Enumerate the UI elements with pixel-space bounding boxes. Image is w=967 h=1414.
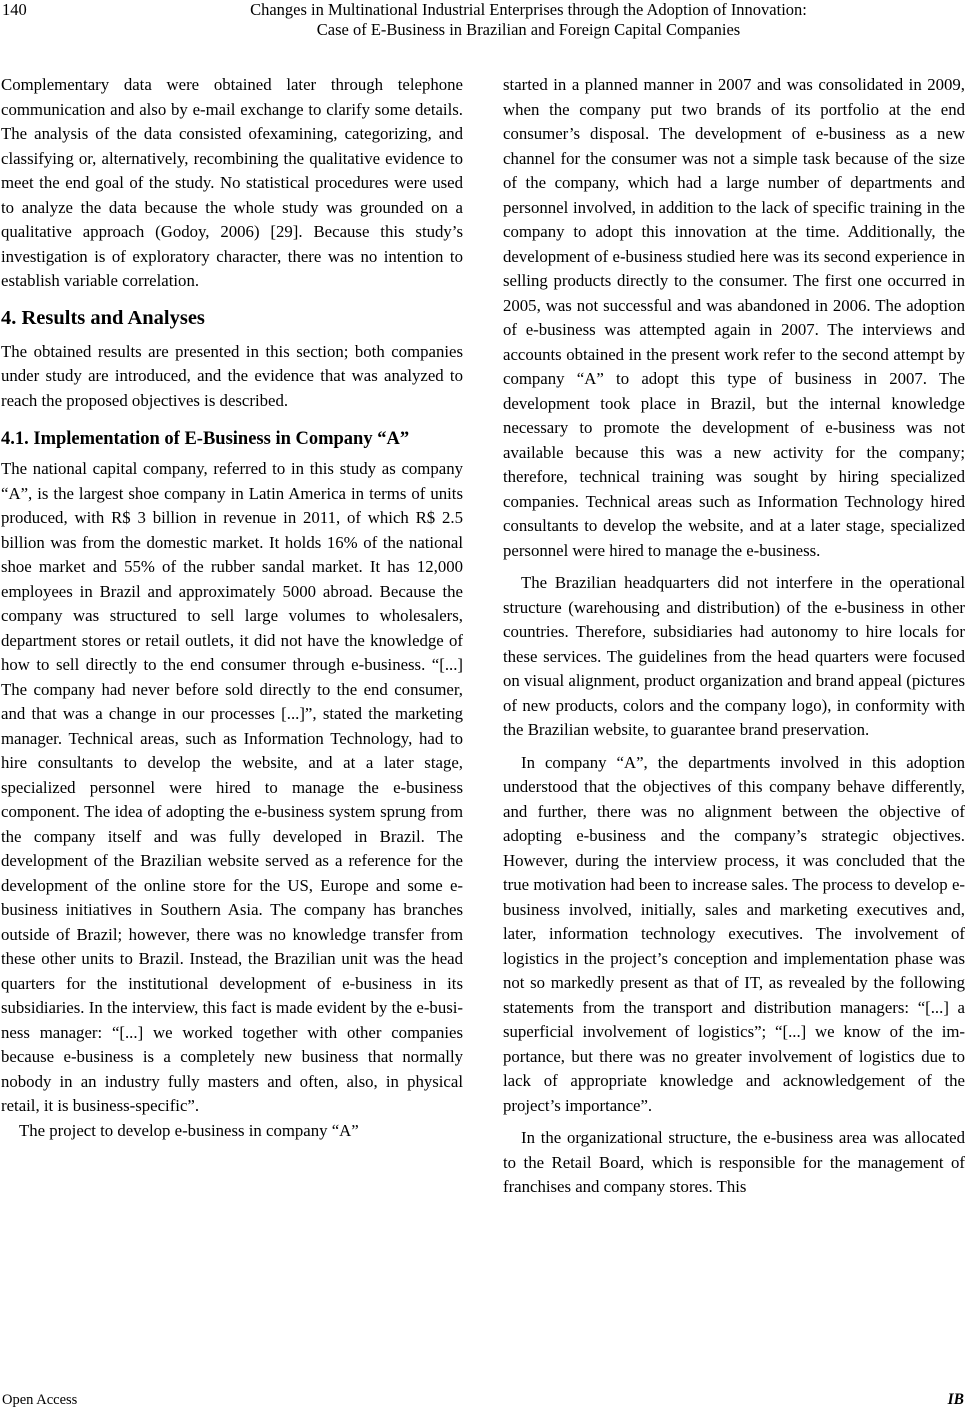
footer-journal-abbrev: IB [947, 1391, 964, 1408]
section-heading: 4. Results and Analyses [1, 306, 205, 329]
running-head [90, 0, 967, 40]
paragraph: The Brazilian headquarters did not interfere in the operational structure (warehousing and distribution) of the e-business in other countries. Therefore, subsidiaries had autonomy to hire locals for these services. The guidelines from the head quarters were focused on visual alignment, product organization and brand appeal (pictures of new products, colors and the company logo), in conformity with the Brazilian website, to guarantee brand preservation. [503, 573, 965, 739]
running-head-line1: Changes in Multinational Industrial Enterprises through the Adoption of Innovation: [250, 0, 807, 19]
footer-open-access: Open Access [2, 1392, 78, 1408]
page-number: 140 [2, 0, 27, 19]
paragraph: started in a planned manner in 2007 and was consolidated in 2009, when the company put two brands of its portfolio at the end consumer’s disposal. The development of e-business as a new channel for the consumer was not a simple task because of the size of the company, which had a large number of departments and personnel involved, in addition to the lack of specific training in the company to adopt this innovation at the time. Additionally, the development of e-business studied here was its second experience in selling products directly to the consumer. The first one occurred in 2005, was not successful and was abandoned in 2006. The adoption of e-business was attempted again in 2007. The interviews and accounts obtained in the present work refer to the second attempt by company “A” to adopt this type of business in 2007. The development took place in Brazil, but the internal knowledge necessary to promote the development of e-business was not available because this was a new activity for the company; therefore, technical training was sought by hiring specialized companies. Technical areas such as Information Technology hired consultants to develop the website, and at a later stage, specialized personnel were hired to manage the e-business. [503, 75, 965, 560]
paragraph: In the organizational structure, the e-business area was allocated to the Retail Board, which is responsible for the management of franchises and company stores. This [503, 1128, 965, 1196]
subsection-heading: 4.1. Implementation of E-Business in Company “A” [1, 429, 410, 449]
paragraph: The obtained results are presented in this section; both companies under study are introduced, and the evidence that was analyzed to reach the proposed objectives is described. [1, 341, 463, 410]
paragraph: The national capital company, referred to in this study as company “A”, is the largest shoe company in Latin America in terms of units produced, with R$ 3 billion in revenue in 2011, of which R$ 2.5 billion was from the domestic market. It holds 16% of the national shoe market and 55% of the rubber sandal market. It has 12,000 employees in Brazil and approximately 5000 abroad. Because the company was structured to sell large volumes to wholesalers, department stores or retail outlets, it did not have the knowledge of how to sell directly to the end consumer through e-business. “[...] The company had never before sold directly to the end consumer, and that was a change in our processes [...]”, stated the marketing manager. Technical areas, such as Information Technology, had to hire consultants to develop the website, and at a later stage, specialized personnel were hired to manage the e-business component. The idea of adopting the e-business system sprung from the company itself and was fully developed in Brazil. The development of the Brazilian website served as a reference for the development of the online store for the US, Europe and some e-business initiatives in Southern Asia. The company has branches outside of Brazil; however, there was no knowledge transfer from these other units to Brazil. Instead, the Brazilian unit was the head quarters for the institutional development of e-business in its subsidiaries. In the interview, this fact is made evident by the e-business manager: “[...] we worked together with other companies because e-business is a completely new business that normally nobody in an industry fully masters and often, also, in physical retail, it is business-specific”. [1, 459, 463, 1115]
paragraph: The project to develop e-business in company “A” [19, 1120, 359, 1140]
paragraph: Complementary data were obtained later through telephone communication and also by e-mail exchange to clarify some details. The analysis of the data consisted ofexamining, categorizing, and classifying or, alternatively, recombining the qualitative evidence to meet the end goal of the study. No statistical procedures were used to analyze the data because the whole study was grounded on a qualitative approach (Godoy, 2006) [29]. Because this study’s investigation is of exploratory character, there was no intention to establish variable correlation. [1, 75, 463, 290]
running-head-line2: Case of E-Business in Brazilian and Foreign Capital Companies [316, 20, 741, 39]
left-column [1, 73, 463, 1143]
paragraph: In company “A”, the departments involved in this adoption understood that the objectives of this company behave differently, and further, there was no alignment between the objective of adopting e-business and the company’s strategic objectives. However, during the interview process, it was concluded that the true motivation had been to increase sales. The process to develop e-business involved, initially, sales and marketing executives and, later, information technology executives. The involvement of logistics in the project’s conception and implementation phase was not so markedly present as that of IT, as revealed by the following statements from the transport and distribution managers: “[...] a superficial involvement of logistics”; “[...] we know of the importance, but there was no greater involvement of logistics due to lack of appropriate knowledge and acknowledgement of the project’s importance”. [503, 752, 965, 1115]
right-column [503, 73, 965, 1200]
